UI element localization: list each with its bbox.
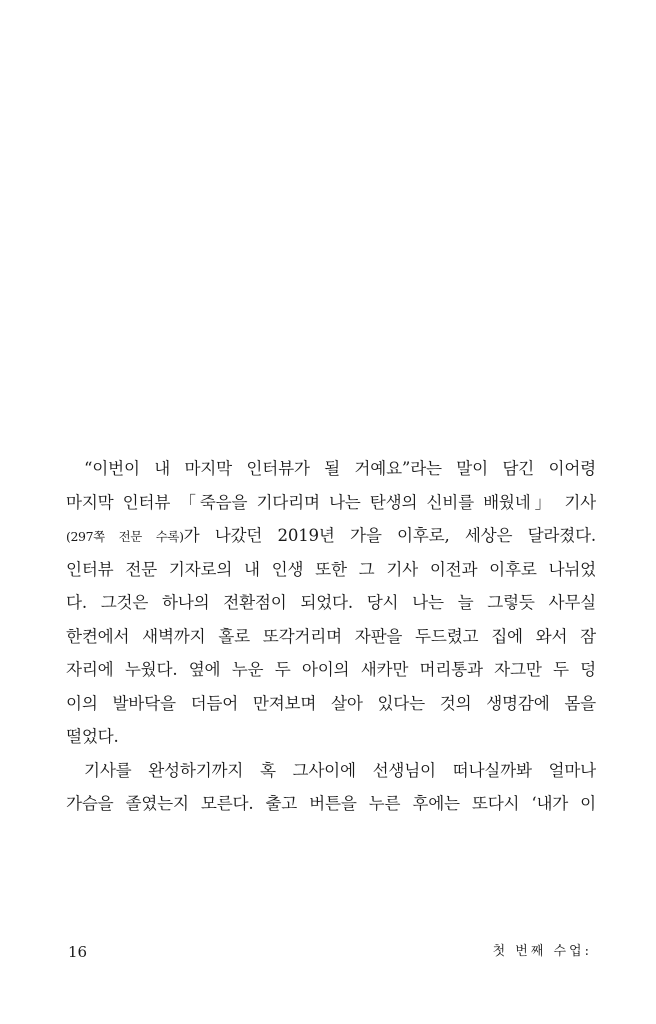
text-line: “이번이 내 마지막 인터뷰가 될 거예요”라는 말이 담긴 이어령	[84, 459, 596, 478]
text-line-rest: 가 나갔던 2019년 가을 이후로, 세상은 달라졌다.	[183, 526, 596, 545]
running-head: 첫 번째 수업:	[492, 944, 592, 959]
text-line: 기사를 완성하기까지 혹 그사이에 선생님이 떠나실까봐 얼마나	[84, 760, 596, 780]
text-line: 한켠에서 새벽까지 홀로 또각거리며 자판을 두드렸고 집에 와서 잠	[66, 626, 596, 646]
text-line-with-citation	[66, 519, 596, 553]
text-line: 이의 발바닥을 더듬어 만져보며 살아 있다는 것의 생명감에 몸을	[66, 693, 596, 713]
text-line: 떨었다.	[66, 727, 119, 746]
text-line: 인터뷰 전문 기자로의 내 인생 또한 그 기사 이전과 이후로 나뉘었	[66, 559, 596, 579]
page-number: 16	[68, 943, 88, 961]
text-line: 다. 그것은 하나의 전환점이 되었다. 당시 나는 늘 그렇듯 사무실	[66, 593, 596, 612]
citation-note: (297쪽 전문 수록)	[66, 529, 184, 544]
text-line: 가슴을 졸였는지 모른다. 출고 버튼을 누른 후에는 또다시 ‘내가 이	[66, 794, 596, 813]
text-line: 마지막 인터뷰 「죽음을 기다리며 나는 탄생의 신비를 배웠네」 기사	[66, 492, 596, 512]
text-line: 자리에 누웠다. 옆에 누운 두 아이의 새카만 머리통과 자그만 두 덩	[66, 660, 596, 679]
body-text	[66, 452, 596, 821]
